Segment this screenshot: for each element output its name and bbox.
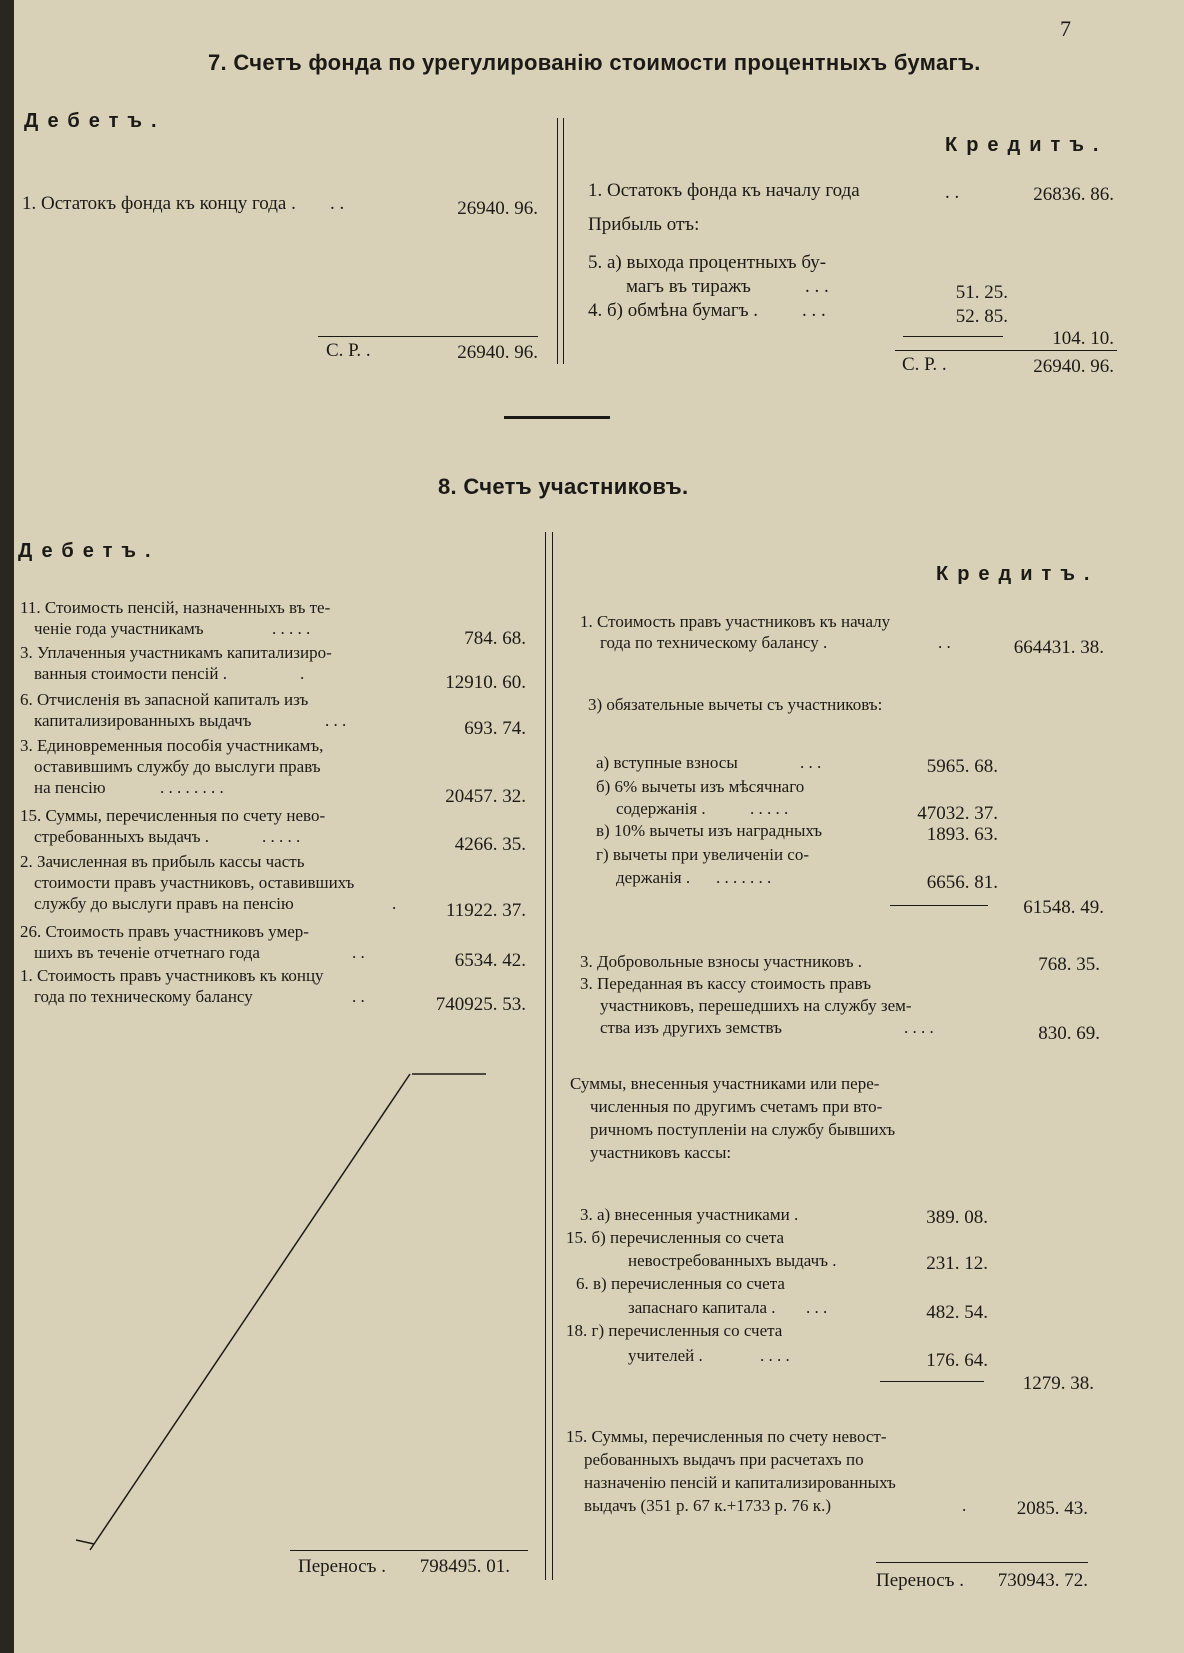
s8-debit-row-line: 15. Суммы, перечисленныя по счету нево- <box>20 806 326 825</box>
s8-credit-sums-item-line: 6. в) перечисленныя со счета <box>576 1274 785 1293</box>
s8-debit-row-line: 3. Единовременныя пособія участникамъ, <box>20 736 324 755</box>
section7-divider-a <box>557 118 558 364</box>
s8-credit-sums-line: численныя по другимъ счетамъ при вто- <box>590 1097 883 1116</box>
s8-credit-deductions-title: 3) обязательные вычеты съ участниковъ: <box>588 695 883 714</box>
s8-credit-last-line: назначенію пенсій и капитализированныхъ <box>584 1473 896 1492</box>
s8-credit-carry-label: Переносъ . <box>876 1570 964 1591</box>
s8-credit-sums-item-line: 15. б) перечисленныя со счета <box>566 1228 785 1247</box>
s7-credit-total-value: 26940. 96. <box>1033 356 1114 377</box>
s8-debit-row-value: 693. 74. <box>464 718 526 739</box>
s8-credit-sums-item-value: 389. 08. <box>926 1207 988 1228</box>
s8-debit-row-value: 11922. 37. <box>445 900 526 921</box>
s8-credit-sums-item-value: 482. 54. <box>926 1302 988 1323</box>
s8-debit-carry-rule <box>290 1550 528 1551</box>
s8-debit-row-line: 2. Зачисленная въ прибыль кассы часть <box>20 852 305 871</box>
s8-debit-row-line: стребованныхъ выдачъ . <box>34 827 210 846</box>
s8-credit-vol-label: 3. Добровольные взносы участниковъ . <box>580 952 863 971</box>
s8-credit-last-line: 15. Суммы, перечисленныя по счету невост- <box>566 1427 887 1446</box>
section8-divider-b <box>552 532 553 1580</box>
s8-credit-deduction-line: б) 6% вычеты изъ мѣсячнаго <box>596 777 805 796</box>
s8-credit-deductions-total: 61548. 49. <box>1023 897 1104 918</box>
s8-credit-sums-item-line: 3. а) внесенныя участниками . <box>580 1205 799 1224</box>
s8-debit-row-line: на пенсію <box>34 778 106 797</box>
s8-credit-r1-line1: 1. Стоимость правъ участниковъ къ началу <box>580 612 891 631</box>
s8-credit-sums-line: участниковъ кассы: <box>590 1143 732 1162</box>
s8-credit-sums-item-line: невостребованныхъ выдачъ . <box>628 1251 837 1270</box>
s8-debit-carry-value: 798495. 01. <box>419 1556 510 1577</box>
s8-credit-deduction-value: 6656. 81. <box>926 872 998 893</box>
s8-debit-row-line: службу до выслуги правъ на пенсію <box>34 894 294 913</box>
s8-debit-row-line: 3. Уплаченныя участникамъ капитализиро- <box>20 643 332 662</box>
s8-debit-row-line: ванныя стоимости пенсій . <box>34 664 227 683</box>
cancel-stroke <box>70 1060 510 1560</box>
s7-credit-b-value: 52. 85. <box>955 306 1008 327</box>
s8-debit-row-value: 6534. 42. <box>454 950 526 971</box>
s7-debit-total-label: С. Р. . <box>326 340 371 361</box>
s8-credit-deduction-line: а) вступные взносы <box>596 753 738 772</box>
s8-credit-last-line: выдачъ (351 р. 67 к.+1733 р. 76 к.) <box>584 1496 831 1515</box>
s8-debit-row-line: оставившимъ службу до выслуги правъ <box>34 757 321 776</box>
s7-debit-total-rule <box>318 336 538 337</box>
s7-credit-row1-label: 1. Остатокъ фонда къ началу года <box>588 180 860 201</box>
s8-debit-row-value: 4266. 35. <box>454 834 526 855</box>
section8-title: 8. Счетъ участниковъ. <box>438 474 689 499</box>
s8-debit-row-line: 1. Стоимость правъ участниковъ къ концу <box>20 966 324 985</box>
s8-credit-deduction-line: содержанія . <box>616 799 706 818</box>
section8-credit-label: Кредитъ. <box>936 563 1099 585</box>
document-page: 7 7. Счетъ фонда по урегулированію стоимости процентныхъ бумагъ. Дебетъ. Кредитъ. 1. Остатокъ фонда къ концу года . . . 26940. 96. С. Р. . 26940. 96. 1. Остатокъ фонда къ началу года . . 26836. 86. Прибыль отъ: 5. а) выхода процентныхъ бу- магъ въ тиражъ . . . 51. 25. 4. б) обмѣна бумагъ . . . . 52. 85. 104. 10. С. Р. . 26940. 96. 8. Счетъ участниковъ. Дебетъ. Кредитъ. 11. Стоимость пенсій, назначенныхъ въ те- ченіе года участникамъ . . . . . 784. 68. 3. Уплаченныя участникамъ капитализиро- ванныя стоимости пенсій . . 12910. 60. 6. Отчисленія въ запасной капиталъ изъ капитализированныхъ выдачъ . . . 693. 74. 3. Единовременныя пособія участникамъ, оставившимъ службу до выслуги правъ на пенсію . . . . . . . . 20457. 32. 15. Суммы, перечисленныя по счету нево- стребованныхъ выдачъ . . . . . . 4266. 35. 2. Зачисленная въ прибыль кассы часть стоимости правъ участниковъ, оставившихъ службу до выслуги правъ на пенсію . 11922. 37. 26. Стоимость правъ участниковъ умер- шихъ въ теченіе отчетнаго года . . 6534. 42. 1. Стоимость правъ участниковъ къ концу года по техническому балансу . . 740925. 53. Переносъ . 798495. 01. 1. Стоимость правъ участниковъ къ началу года по техническому балансу . . . 664431. 38. 3) обязательные вычеты съ участниковъ: а) вступные взносы . . . 5965. 68. б) 6% вычеты изъ мѣсячнаго содержанія . . . . . . 47032. 37. в) 10% вычеты изъ наградныхъ 1893. 63. г) вычеты при увеличеніи со- держанія . . . . . . . . 6656. 81. 61548. 49. 3. Добровольные взносы участниковъ . 768. 35. 3. Переданная въ кассу стоимость правъ участниковъ, перешедшихъ на службу зем- ства изъ другихъ земствъ . . . . 830. 69. Суммы, внесенныя участниками или пере- численныя по другимъ счетамъ при вто- ричномъ поступленіи на службу бывшихъ участниковъ кассы: 3. а) внесенныя участниками . 389. 08. 15. б) перечисленныя со счета невостребованныхъ выдачъ . 231. 12. 6. в) перечисленныя со счета запаснаго капитала . . . . 482. 54. 18. г) перечисленныя со счета учителей . . . . . 176. 64. 1279. 38. 15. Суммы, перечисленныя по счету невост- ребованныхъ выдачъ при расчетахъ по назначенію пенсій и капитализированныхъ выдачъ (351 р. 67 к.+1733 р. 76 к.) . 2085. 43. Переносъ . 730943. 72. <box>0 0 1184 1653</box>
section-separator <box>504 416 610 419</box>
s7-credit-subtotal-rule <box>903 336 1003 337</box>
s8-credit-deduction-value: 5965. 68. <box>926 756 998 777</box>
s8-credit-carry-rule <box>876 1562 1088 1563</box>
s7-credit-total-label: С. Р. . <box>902 354 947 375</box>
section8-divider-a <box>545 532 546 1580</box>
s7-credit-b-label: 4. б) обмѣна бумагъ . <box>588 300 759 321</box>
page-edge-shadow <box>0 0 14 1653</box>
section8-debit-label: Дебетъ. <box>18 540 160 562</box>
section7-debit-label: Дебетъ. <box>24 110 166 132</box>
s8-debit-carry-label: Переносъ . <box>298 1556 386 1577</box>
s7-debit-row1-value: 26940. 96. <box>457 198 538 219</box>
s8-credit-sums-item-line: запаснаго капитала . <box>628 1298 776 1317</box>
s8-credit-last-value: 2085. 43. <box>1016 1498 1088 1519</box>
s8-credit-transfer-line: ства изъ другихъ земствъ <box>600 1018 782 1037</box>
s7-debit-row1-label: 1. Остатокъ фонда къ концу года . <box>22 193 296 214</box>
s8-credit-sums-item-value: 231. 12. <box>926 1253 988 1274</box>
s8-credit-sums-item-line: учителей . <box>628 1346 703 1365</box>
s8-debit-row-line: 26. Стоимость правъ участниковъ умер- <box>20 922 309 941</box>
section7-divider-b <box>563 118 564 364</box>
s8-credit-sums-item-line: 18. г) перечисленныя со счета <box>566 1321 783 1340</box>
s7-credit-a-line1: 5. а) выхода процентныхъ бу- <box>588 252 827 273</box>
s8-credit-last-line: ребованныхъ выдачъ при расчетахъ по <box>584 1450 864 1469</box>
s8-credit-sums-line: Суммы, внесенныя участниками или пере- <box>570 1074 880 1093</box>
page-number: 7 <box>1060 16 1071 41</box>
s8-debit-row-value: 740925. 53. <box>435 994 526 1015</box>
s8-debit-row-line: 11. Стоимость пенсій, назначенныхъ въ те- <box>20 598 331 617</box>
s8-credit-deduction-value: 47032. 37. <box>917 803 998 824</box>
s8-credit-deduction-line: держанія . <box>616 868 691 887</box>
s8-debit-row-line: капитализированныхъ выдачъ <box>34 711 252 730</box>
s8-debit-row-line: 6. Отчисленія въ запасной капиталъ изъ <box>20 690 309 709</box>
s8-credit-deduction-line: г) вычеты при увеличеніи со- <box>596 845 809 864</box>
s8-credit-deduction-line: в) 10% вычеты изъ наградныхъ <box>596 821 823 840</box>
s8-debit-row-value: 12910. 60. <box>445 672 526 693</box>
s8-credit-r1-value: 664431. 38. <box>1013 637 1104 658</box>
s8-credit-carry-value: 730943. 72. <box>997 1570 1088 1591</box>
s7-credit-total-rule <box>895 350 1117 351</box>
s8-debit-row-line: года по техническому балансу <box>34 987 253 1006</box>
s7-credit-profit-label: Прибыль отъ: <box>588 214 700 235</box>
section7-title: 7. Счетъ фонда по урегулированію стоимости процентныхъ бумагъ. <box>208 50 981 75</box>
s8-credit-transfer-line: участниковъ, перешедшихъ на службу зем- <box>600 996 912 1015</box>
s8-credit-deduction-value: 1893. 63. <box>926 824 998 845</box>
section7-credit-label: Кредитъ. <box>945 134 1108 156</box>
s8-credit-transfer-line: 3. Переданная въ кассу стоимость правъ <box>580 974 872 993</box>
s8-debit-row-line: ченіе года участникамъ <box>34 619 204 638</box>
s7-debit-total-value: 26940. 96. <box>457 342 538 363</box>
s8-credit-sums-total: 1279. 38. <box>1022 1373 1094 1394</box>
s8-credit-transfer-value: 830. 69. <box>1038 1023 1100 1044</box>
s8-credit-sums-item-value: 176. 64. <box>926 1350 988 1371</box>
s7-credit-subtotal: 104. 10. <box>1052 328 1114 349</box>
s8-credit-sums-line: ричномъ поступленіи на службу бывшихъ <box>590 1120 896 1139</box>
s8-debit-row-line: стоимости правъ участниковъ, оставившихъ <box>34 873 355 892</box>
s8-debit-row-value: 20457. 32. <box>445 786 526 807</box>
s8-debit-row-value: 784. 68. <box>464 628 526 649</box>
s8-credit-r1-line2: года по техническому балансу . <box>600 633 828 652</box>
s8-debit-row-line: шихъ въ теченіе отчетнаго года <box>34 943 260 962</box>
s7-credit-a-value: 51. 25. <box>955 282 1008 303</box>
s7-credit-a-line2: магъ въ тиражъ <box>626 276 751 297</box>
s7-credit-row1-value: 26836. 86. <box>1033 184 1114 205</box>
s8-credit-vol-value: 768. 35. <box>1038 954 1100 975</box>
